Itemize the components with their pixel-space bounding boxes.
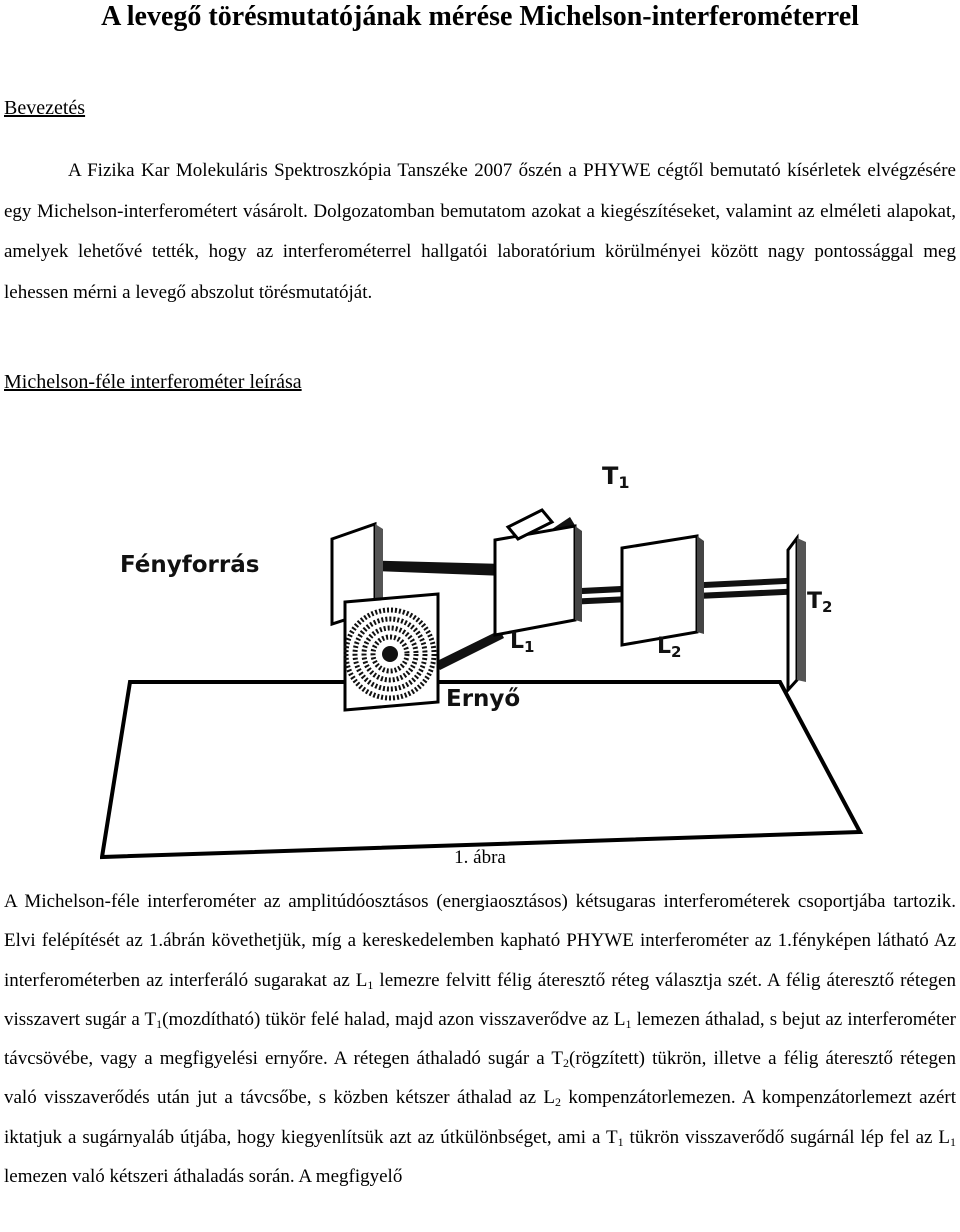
label-l1: [510, 629, 534, 656]
page-title: A levegő törésmutatójának mérése Michelson-interferométerrel: [101, 1, 859, 32]
subscript: 2: [555, 1095, 561, 1110]
text-run: tükrön visszaverődő sugárnál lép fel az L: [623, 1126, 951, 1148]
compensator-plate-l2: [622, 536, 697, 645]
intro-paragraph: [4, 151, 956, 313]
description-heading: Michelson-féle interferométer leírása: [4, 371, 302, 393]
subscript: 1: [156, 1016, 163, 1031]
label-l2: [657, 634, 681, 661]
label-t2: [807, 589, 832, 616]
subscript: 1: [367, 977, 374, 992]
text-run: lemezre felvitt félig áteresztő réteg választja szét. A félig áteresztő rétegen visszavert sugár a T: [4, 969, 956, 1030]
label-t1-main: T: [602, 462, 619, 490]
splitter-plate-l1-side: [575, 526, 582, 622]
subscript: 1: [625, 1016, 632, 1031]
description-paragraph: [4, 882, 956, 1196]
subscript: 2: [563, 1056, 570, 1071]
label-light-source: Fényforrás: [120, 552, 260, 578]
label-l2-sub: 2: [671, 643, 682, 661]
text-run: (mozdítható) tükör felé halad, majd azon visszaverődve az L: [162, 1008, 626, 1030]
compensator-plate-l2-side: [697, 536, 704, 634]
label-t2-sub: 2: [822, 598, 833, 616]
text-run: lemezen áthalad, s bejut az interferométer távcsövébe, vagy a megfigyelési ernyőre. A rétegen áthaladó sugár a T: [4, 1008, 956, 1070]
label-t1: [602, 462, 630, 492]
label-t2-main: T: [807, 589, 823, 614]
text-run: kompenzátorlemezen. A kompenzátorlemezt azért iktatjuk a sugárnyaláb útjába, hogy kiegyenlítsük azt az útkülönbséget, ami a T: [4, 1087, 957, 1148]
label-l1-sub: 1: [524, 638, 535, 656]
fringe-center: [382, 646, 398, 662]
text-run: A Michelson-féle interferométer az amplitúdóosztásos (energiaosztásos) kétsugaras interferométerek csoportjába tartozik. Elvi felépítését az 1.ábrán követhetjük, míg a kereskedelemben kapható PHYWE interferométer az 1.fényképen látható Az interferométerben az interferáló sugarakat az L: [4, 891, 956, 991]
subscript: 1: [950, 1134, 957, 1149]
intro-text: A Fizika Kar Molekuláris Spektroszkópia Tanszéke 2007 őszén a PHYWE cégtől bemutató kísérletek elvégzésére egy Michelson-interferométert vásárolt. Dolgozatomban bemutatom azokat a kiegészítéseket, valamint az elméleti alapokat, amelyek lehetővé tették, hogy az interferométerrel hallgatói laboratórium körülményei között nagy pontossággal meg lehessen mérni a levegő abszolut törésmutatóját.: [4, 160, 956, 303]
screen-fringes: [345, 594, 438, 710]
interferometer-figure: [100, 452, 870, 860]
subscript: 1: [617, 1134, 624, 1149]
text-run: lemezen való kétszeri áthaladás során. A megfigyelő: [4, 1166, 403, 1188]
figure-caption: 1. ábra: [454, 847, 506, 868]
label-l2-main: L: [657, 634, 672, 659]
label-l1-main: L: [510, 629, 525, 654]
label-screen: Ernyő: [446, 686, 521, 712]
text-run: (rögzített) tükrön, illetve a félig áteresztő rétegen való visszaverődés után jut a távcsőbe, s közben kétszer áthalad az L: [4, 1048, 956, 1109]
intro-heading: Bevezetés: [4, 97, 86, 119]
mirror-t2: [788, 538, 797, 690]
label-t1-sub: 1: [618, 473, 630, 492]
mirror-t2-side: [797, 538, 806, 682]
splitter-plate-l1: [495, 526, 575, 635]
